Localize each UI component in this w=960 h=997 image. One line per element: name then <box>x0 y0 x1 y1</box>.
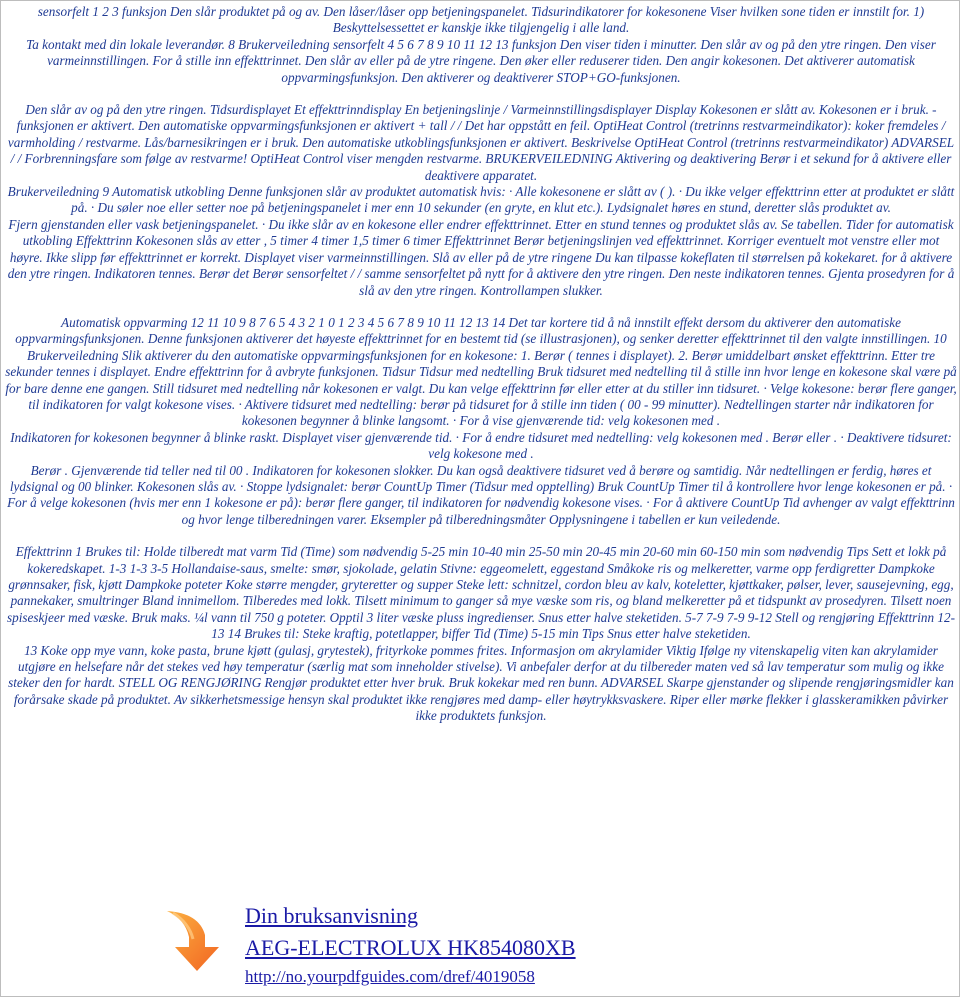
paragraph-cooking-table: Effekttrinn 1 Brukes til: Holde tilberedt mat varm Tid (Time) som nødvendig 5-25 min 10-40 min 25-50 min 20-45 min 20-60 min 60-150 min som nødvendig Tips Sett et lokk på kokeredskapet. 1-3 1-3 3-5 Hollandaise-saus, smelte: smør, sjokolade, gelatin Stivne: eggeomelett, eggestand Småkoke ris og melkeretter, varme opp ferdigretter Dampkoke grønnsaker, fisk, kjøtt Dampkoke poteter Koke større mengder, gryteretter og supper Steke lett: schnitzel, cordon bleu av kalv, koteletter, kjøttkaker, pølser, lever, sausejevning, egg, pannekaker, smultringer Bland innimellom. Tilberedes med lokk. Tilsett minimum to ganger så mye væske som ris, og bland melkeretter på et tidspunkt av prosedyren. Tilsett noen spiseskjeer med væske. Bruk maks. ¼l vann til 750 g poteter. Opptil 3 liter væske pluss ingredienser. Snus etter halve steketiden. 5-7 7-9 7-9 9-12 Stell og rengjøring Effekttrinn 12-13 14 Brukes til: Steke kraftig, potetlapper, biffer Tid (Time) 5-15 min Tips Snus etter halve steketiden. <box>7 544 955 642</box>
paragraph-timer-indicator: Indikatoren for kokesonen begynner å blinke raskt. Displayet viser gjenværende tid. · For å endre tidsuret med nedtelling: velg kokesonen med . Berør eller . · Deaktivere tidsuret: velg kokesone med . <box>10 429 952 462</box>
paragraph-gap <box>5 528 957 544</box>
product-model-link[interactable]: AEG-ELECTROLUX HK854080XB <box>245 935 576 960</box>
paragraph-cleaning: 13 Koke opp mye vann, koke pasta, brune kjøtt (gulasj, grytestek), frityrkoke pommes frites. Informasjon om akrylamider Viktig Ifølge ny vitenskapelig viten kan akrylamider utgjøre en helsefare når det stekes ved høy temperatur (særlig mat som inneholder stivelse). Vi anbefaler derfor at du tilbereder maten ved så lav temperatur som mulig og ikke steker den for hardt. STELL OG RENGJØRING Rengjør produktet etter hver bruk. Bruk kokekar med ren bunn. ADVARSEL Skarpe gjenstander og slipende rengjøringsmidler kan forårsake skade på produktet. Av sikkerhetsmessige hensyn skal produktet ikke rengjøres med damp- eller høytrykksvaskere. Riper eller mørke flekker i glasskeramikken påvirker ikke produktets funksjon. <box>8 642 954 724</box>
paragraph-auto-off: Brukerveiledning 9 Automatisk utkobling Denne funksjonen slår av produktet automatisk hvis: · Alle kokesonene er slått av ( ). · Du ikke velger effekttrinn etter at produktet er slått på. · Du søler noe eller setter noe på betjeningspanelet i mer enn 10 sekunder (en gryte, en klut etc.). Lydsignalet høres en stund, deretter slås produktet av. <box>7 184 955 216</box>
paragraph-gap <box>5 86 957 102</box>
paragraph-gap <box>5 299 957 315</box>
paragraph-controls-2: Ta kontakt med din lokale leverandør. 8 Brukerveiledning sensorfelt 4 5 6 7 8 9 10 11 12 13 funksjon Den viser tiden i minutter. Den slår av og på den ytre ringen. Den viser varmeinnstillingen. For å stille inn effekttrinnet. Den slår av eller på de ytre ringene. Den øker eller reduserer tiden. Den angir kokesonen. Det aktiverer automatisk oppvarmingsfunksjon. Den aktiverer og deaktiverer STOP+GO-funksjonen. <box>26 36 936 85</box>
guide-footer <box>159 901 939 993</box>
guide-url-link[interactable]: http://no.yourpdfguides.com/dref/4019058 <box>245 967 535 986</box>
guide-title-link[interactable]: Din bruksanvisning <box>245 903 418 928</box>
paragraph-displays: Den slår av og på den ytre ringen. Tidsurdisplayet Et effekttrinndisplay En betjeningslinje / Varmeinnstillingsdisplayer Display Kokesonen er slått av. Kokesonen er i bruk. -funksjonen er aktivert. Den automatiske oppvarmingsfunksjonen er aktivert + tall / / Det har oppstått en feil. OptiHeat Control (tretrinns restvarmeindikator): koker fremdeles / varmholding / restvarme. Lås/barnesikringen er i bruk. Den automatiske utkoblingsfunksjonen er aktivert. Beskrivelse OptiHeat Control (tretrinns restvarmeindikator) ADVARSEL / / Forbrenningsfare som følge av restvarme! OptiHeat Control viser mengden restvarme. BRUKERVEILEDNING Aktivering og deaktivering Berør i et sekund for å aktivere eller deaktivere apparatet. <box>7 102 955 183</box>
orange-arrow-logo-icon <box>159 901 235 977</box>
document-body-text <box>5 4 957 725</box>
paragraph-countup: Berør . Gjenværende tid teller ned til 00 . Indikatoren for kokesonen slokker. Du kan også deaktivere tidsuret ved å berøre og samtidig. Når nedtellingen er ferdig, høres et lydsignal og 00 blinker. Kokesonen slås av. · Stoppe lydsignalet: berør CountUp Timer (Tidsur med opptelling) Bruk CountUp Timer til å kontrollere hvor lenge kokesonen er på. · For å velge kokesonen (hvis mer enn 1 kokesone er på): berør flere ganger, til indikatoren for nødvendig kokesone vises. · For å aktivere CountUp Tid avhenger av valgt effekttrinn og hvor lenge tilberedningen varer. Eksempler på tilberedningsmåter Opplysningene i tabellen er kun veiledende. <box>7 462 955 527</box>
paragraph-auto-heat: Automatisk oppvarming 12 11 10 9 8 7 6 5 4 3 2 1 0 1 2 3 4 5 6 7 8 9 10 11 12 13 14 Det tar kortere tid å nå innstilt effekt dersom du aktiverer den automatiske oppvarmingsfunksjonen. Denne funksjonen aktiverer det høyeste effekttrinnet for en bestemt tid (se illustrasjonen), og senker deretter effekttrinnet til den valgte innstillingen. 10 Brukerveiledning Slik aktiverer du den automatiske oppvarmingsfunksjonen for en kokesone: 1. Berør ( tennes i displayet). 2. Berør umiddelbart ønsket effekttrinn. Etter tre sekunder tennes i displayet. Endre effekttrinn for å avbryte funksjonen. Tidsur Tidsur med nedtelling Bruk tidsuret med nedtelling til å stille inn hvor lenge en kokesone skal være på for bare denne ene gangen. Still tidsuret med nedtelling når kokesonen er valgt. Du kan velge effekttrinn før eller etter at du stiller inn tidsuret. · Velge kokesone: berør flere ganger, til indikatoren for valgt kokesone vises. · Aktivere tidsuret med nedtelling: berør på tidsuret for å stille inn tiden ( 00 - 99 minutter). Nedtellingen starter når indikatoren for kokesonen begynner å blinke langsomt. · For å vise gjenværende tid: velg kokesonen med . <box>5 314 957 429</box>
paragraph-controls-1: sensorfelt 1 2 3 funksjon Den slår produktet på og av. Den låser/låser opp betjeningspanelet. Tidsurindikatorer for kokesonene Viser hvilken sone tiden er innstilt for. 1) Beskyttelsessettet er kanskje ikke tilgjengelig i alle land. <box>37 4 925 36</box>
paragraph-power-level: Fjern gjenstanden eller vask betjeningspanelet. · Du ikke slår av en kokesone eller endrer effekttrinnet. Etter en stund tennes og produktet slås av. Se tabellen. Tider for automatisk utkobling Effekttrinn Kokesonen slås av etter , 5 timer 4 timer 1,5 timer 6 timer Effekttrinnet Berør betjeningslinjen ved effekttrinnet. Korriger eventuelt mot venstre eller mot høyre. Ikke slipp før effekttrinnet er korrekt. Displayet viser varmeinnstillingen. Slå av eller på de ytre ringene Du kan tilpasse kokeflaten til størrelsen på kokekaret. for å aktivere den ytre ringen. Indikatoren tennes. Berør det Berør sensorfeltet / / samme sensorfeltet på nytt for å aktivere den ytre ringen. Den neste indikatoren tennes. Gjenta prosedyren for å slå av den ytre ringen. Kontrollampen slukker. <box>7 216 955 298</box>
